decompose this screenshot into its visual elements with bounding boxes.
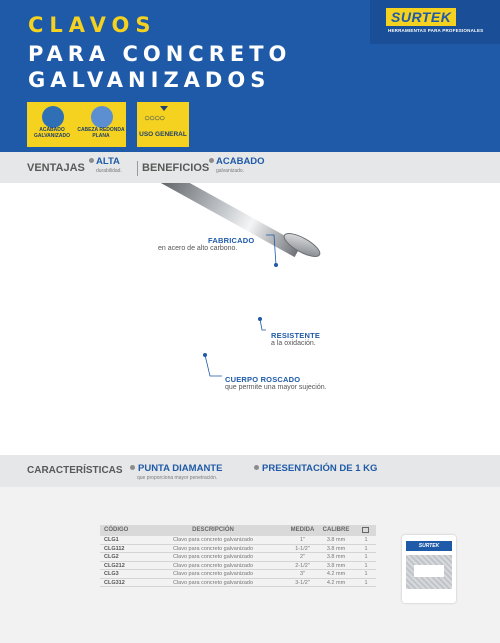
cell-calibre: 3.8 mm	[326, 545, 346, 552]
cell-medida: 3"	[299, 571, 305, 577]
header-descripcion: DESCRIPCIÓN	[192, 527, 234, 533]
table-row	[100, 545, 376, 554]
callout-sub: a la oxidación.	[271, 340, 316, 347]
callout-title: CUERPO ROSCADO	[225, 375, 301, 384]
cell-pack: 1	[364, 579, 368, 586]
cell-pack: 1	[364, 562, 368, 569]
ventajas-bar	[0, 152, 500, 183]
cell-desc: Clavo para concreto galvanizado	[172, 571, 254, 577]
callout-sub: que permite una mayor sujeción.	[225, 384, 327, 391]
triangle-marker-icon	[160, 106, 168, 111]
product-package-image	[402, 535, 456, 603]
cell-calibre: 3.8 mm	[326, 554, 346, 560]
title-line-1: CLAVOS	[28, 13, 157, 37]
beneficios-value: ACABADO	[216, 156, 265, 167]
callout-title: FABRICADO	[208, 236, 255, 245]
badge-acabado	[27, 102, 77, 147]
product-table	[100, 525, 376, 587]
header-calibre: CALIBRE	[322, 527, 350, 533]
title-line-2: PARA CONCRETO	[28, 42, 292, 66]
cell-code: CLG2	[104, 554, 119, 560]
callout-resistente	[271, 331, 320, 347]
title-line-3: GALVANIZADOS	[28, 68, 271, 92]
punta-sub: que proporciona mayor penetración.	[137, 475, 218, 481]
brand-tagline: HERRAMIENTAS PARA PROFESIONALES	[388, 28, 484, 33]
callout-fabricado	[208, 236, 254, 245]
cell-desc: Clavo para concreto galvanizado	[172, 554, 254, 560]
callout-fabricado-sub	[158, 245, 237, 252]
table-row	[100, 536, 376, 545]
coin-icon	[42, 106, 64, 128]
cell-pack: 1	[364, 554, 368, 560]
table-row	[100, 570, 376, 579]
callout-dot	[274, 263, 278, 267]
beneficios-sub: galvanizado.	[216, 168, 245, 174]
cell-desc: Clavo para concreto galvanizado	[172, 545, 254, 552]
cell-desc: Clavo para concreto galvanizado	[172, 579, 254, 586]
box-icon	[362, 527, 369, 533]
badge-uso	[137, 102, 189, 147]
table-row	[100, 562, 376, 571]
cell-desc: Clavo para concreto galvanizado	[172, 537, 254, 543]
bullet-icon	[209, 158, 214, 163]
punta-value: PUNTA DIAMANTE	[138, 463, 223, 474]
caracteristicas-label: CARACTERÍSTICAS	[27, 465, 123, 476]
cell-code: CLG3	[104, 571, 119, 577]
badge-label: ACABADO GALVANIZADO	[34, 127, 70, 139]
cell-calibre: 4.2 mm	[326, 579, 346, 586]
cell-pack: 1	[364, 537, 368, 543]
cell-code: CLG112	[104, 545, 125, 552]
badge-label: CABEZA REDONDA PLANA	[77, 127, 125, 139]
presentacion-value: PRESENTACIÓN DE 1 KG	[262, 463, 378, 474]
cell-code: CLG212	[104, 562, 125, 569]
callout-dot	[258, 317, 262, 321]
cell-pack: 1	[364, 571, 368, 577]
package-label	[414, 565, 444, 577]
callout-cuerpo	[225, 375, 327, 391]
beneficios-label: BENEFICIOS	[142, 162, 210, 174]
package-window	[406, 555, 452, 589]
ventajas-label: VENTAJAS	[27, 162, 85, 174]
bullet-icon	[254, 465, 259, 470]
cell-code: CLG1	[104, 537, 119, 543]
cell-medida: 2"	[299, 554, 305, 560]
ventajas-sub: durabilidad.	[96, 168, 122, 174]
table-header	[100, 525, 376, 536]
table-row	[100, 553, 376, 562]
usage-icons: ○○○○	[144, 113, 165, 124]
table-row	[100, 579, 376, 588]
header-medida: MEDIDA	[290, 527, 315, 533]
ventajas-value: ALTA	[96, 156, 120, 167]
cell-medida: 1-1/2"	[295, 545, 310, 552]
badge-cabeza	[76, 102, 126, 147]
divider	[137, 161, 138, 176]
cell-medida: 1"	[299, 537, 305, 543]
cell-pack: 1	[364, 545, 368, 552]
bullet-icon	[89, 158, 94, 163]
bullet-icon	[130, 465, 135, 470]
cell-calibre: 4.2 mm	[326, 571, 346, 577]
package-brand: SURTEK	[406, 541, 452, 551]
callout-dot	[203, 353, 207, 357]
nail-illustration	[0, 183, 500, 455]
caracteristicas-bar	[0, 455, 500, 487]
cell-calibre: 3.8 mm	[326, 562, 346, 569]
callout-title: RESISTENTE	[271, 331, 321, 340]
cell-desc: Clavo para concreto galvanizado	[172, 562, 254, 569]
cell-calibre: 3.8 mm	[326, 537, 346, 543]
cell-code: CLG312	[104, 579, 125, 586]
badge-label: USO GENERAL	[139, 131, 187, 138]
cell-medida: 3-1/2"	[295, 579, 310, 586]
cell-medida: 2-1/2"	[295, 562, 310, 569]
nail-head-icon	[91, 106, 113, 128]
callout-sub: en acero de alto carbono.	[158, 245, 238, 252]
header-codigo: CÓDIGO	[104, 527, 129, 533]
brand-logo: SURTEK	[386, 8, 456, 26]
